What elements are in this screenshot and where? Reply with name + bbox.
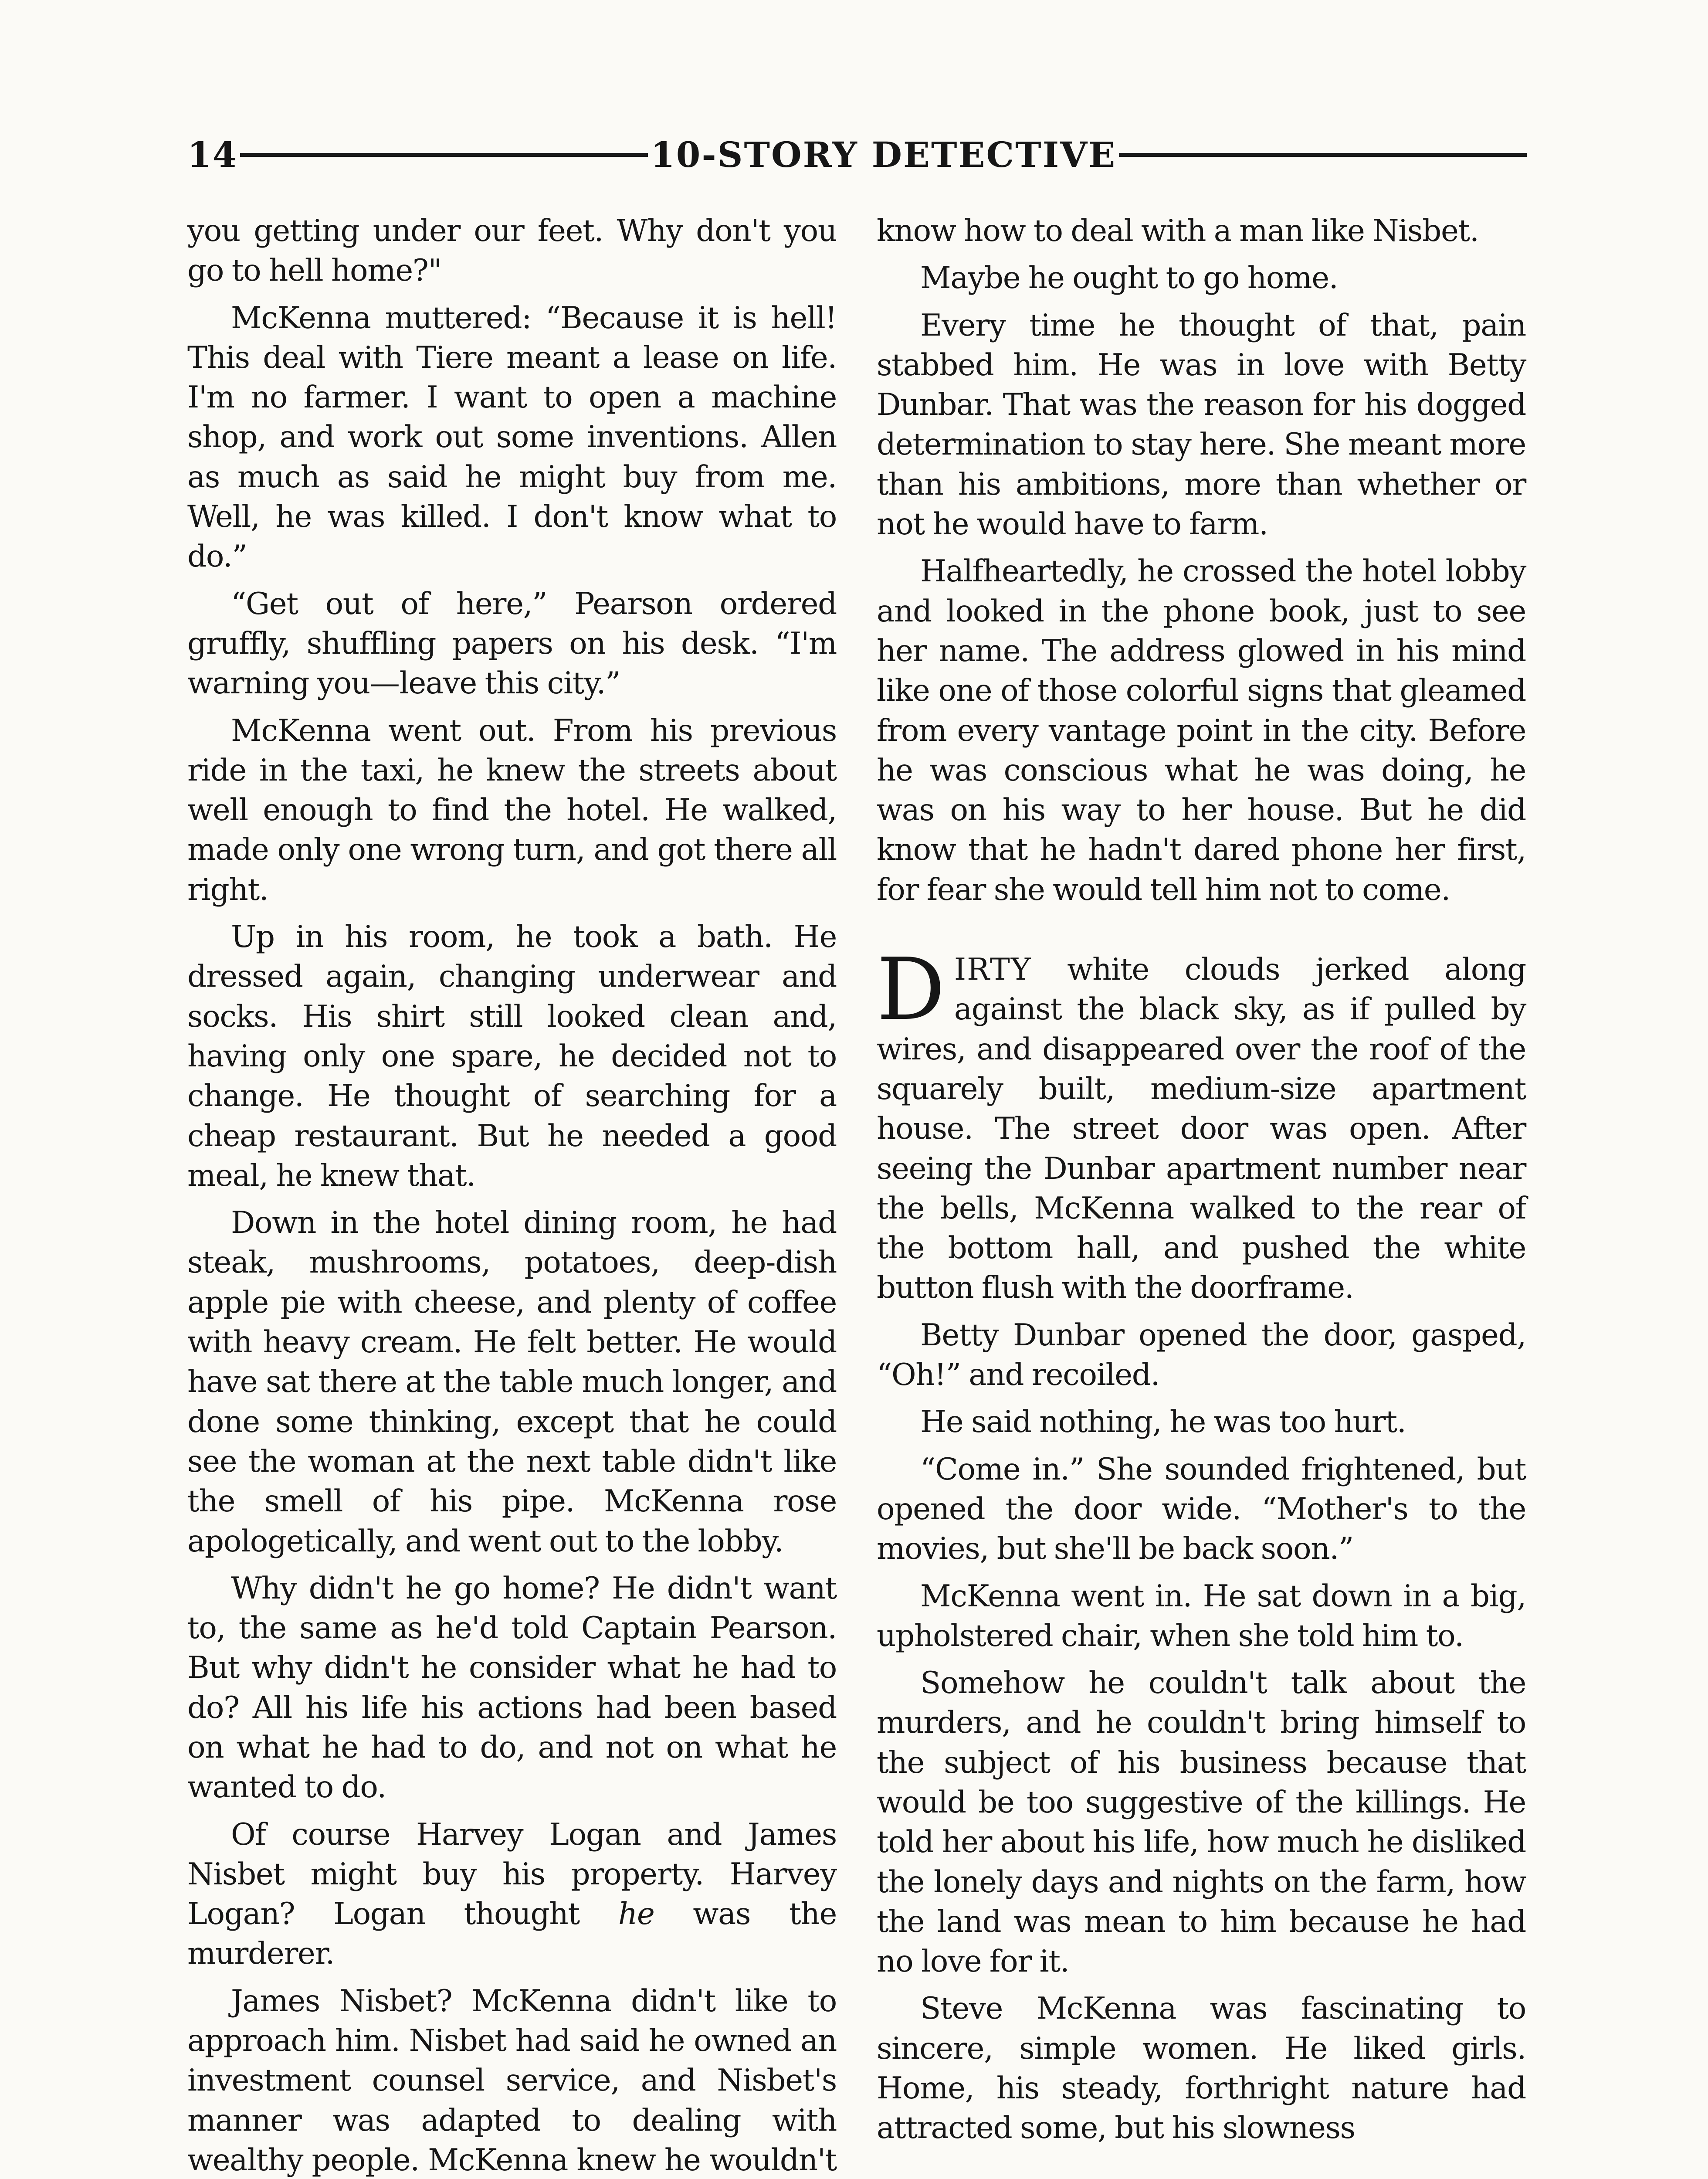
page-number: 14 bbox=[187, 134, 238, 175]
paragraph-text: Of course Harvey Logan and James Nisbet might buy his property. Harvey Logan? Logan thought bbox=[187, 1817, 837, 1932]
paragraph: McKenna muttered: “Because it is hell! This deal with Tiere meant a lease on life. I'm no farmer. I want to open a machine shop, and work out some inventions. Allen as much as said he might buy from me. Well, he was killed. I don't know what to do.” bbox=[187, 300, 837, 574]
paragraph-text: white clouds jerked along against the black sky, as if pulled by wires, and disappeared over the roof of the squarely built, medium-size apartment house. The street door was open. After seeing the Dunbar apartment number near the bells, McKenna walked to the rear of the bottom hall, and pushed the white button flush with the doorframe. bbox=[877, 952, 1526, 1306]
paragraph: you getting under our feet. Why don't you go to hell home?" bbox=[187, 214, 837, 288]
page-header bbox=[187, 129, 1529, 181]
paragraph: He said nothing, he was too hurt. bbox=[920, 1405, 1406, 1440]
section-opening-paragraph bbox=[877, 940, 1526, 1308]
paragraph: McKenna went out. From his previous ride in the taxi, he knew the streets about well enough to find the hotel. He walked, made only one wrong turn, and got there all right. bbox=[187, 713, 837, 907]
drop-cap: D bbox=[877, 940, 945, 1040]
left-column bbox=[187, 211, 837, 2179]
paragraph: Somehow he couldn't talk about the murders, and he couldn't bring himself to the subject of his business because that would be too suggestive of the killings. He told her about his life, how much he disliked the lonely days and nights on the farm, how the land was mean to him because he had no love for it. bbox=[877, 1666, 1526, 1979]
paragraph: Halfheartedly, he crossed the hotel lobby and looked in the phone book, just to see her name. The address glowed in his mind like one of those colorful signs that gleamed from every vantage point in the city. Before he was conscious what he was doing, he was on his way to her house. But he did know that he hadn't dared phone her first, for fear she would tell him not to come. bbox=[877, 554, 1526, 907]
paragraph: Why didn't he go home? He didn't want to, the same as he'd told Captain Pearson. But why didn't he consider what he had to do? All his life his actions had been based on what he had to do, and not on what he wanted to do. bbox=[187, 1571, 837, 1805]
header-rule-right bbox=[1119, 153, 1527, 157]
paragraph: Steve McKenna was fascinating to sincere, simple women. He liked girls. Home, his steady, forthright nature had attracted some, but his slowness bbox=[877, 1991, 1526, 2146]
paragraph: James Nisbet? McKenna didn't like to approach him. Nisbet had said he owned an investment counsel service, and Nisbet's manner was adapted to dealing with wealthy people. McKenna knew he wouldn't bbox=[187, 1983, 837, 2178]
emphasis-text: he bbox=[618, 1897, 654, 1932]
paragraph: Down in the hotel dining room, he had steak, mushrooms, potatoes, deep-dish apple pie with cheese, and plenty of coffee with heavy cream. He felt better. He would have sat there at the table much longer, and done some thinking, except that he could see the woman at the next table didn't like the smell of his pipe. McKenna rose apologetically, and went out to the lobby. bbox=[187, 1205, 837, 1559]
right-column bbox=[877, 211, 1526, 2156]
paragraph: McKenna went in. He sat down in a big, upholstered chair, when she told him to. bbox=[877, 1578, 1526, 1653]
paragraph: Maybe he ought to go home. bbox=[920, 261, 1338, 296]
paragraph: know how to deal with a man like Nisbet. bbox=[877, 214, 1479, 248]
header-rule-left bbox=[240, 153, 648, 157]
lead-word: IRTY bbox=[954, 952, 1032, 988]
paragraph bbox=[187, 1815, 837, 1974]
paragraph: Every time he thought of that, pain stabbed him. He was in love with Betty Dunbar. That was the reason for his dogged determination to stay here. She meant more than his ambitions, more than whether or not he would have to farm. bbox=[877, 308, 1526, 542]
paragraph: “Get out of here,” Pearson ordered gruffly, shuffling papers on his desk. “I'm warning you—leave this city.” bbox=[187, 586, 837, 701]
magazine-title: 10-STORY DETECTIVE bbox=[651, 134, 1117, 175]
paragraph-text: was the murderer. bbox=[187, 1897, 837, 1972]
paragraph: Betty Dunbar opened the door, gasped, “Oh!” and recoiled. bbox=[877, 1317, 1526, 1393]
paragraph: “Come in.” She sounded frightened, but opened the door wide. “Mother's to the movies, but she'll be back soon.” bbox=[877, 1452, 1526, 1567]
paragraph: Up in his room, he took a bath. He dressed again, changing underwear and socks. His shirt still looked clean and, having only one spare, he decided not to change. He thought of searching for a cheap restaurant. But he needed a good meal, he knew that. bbox=[187, 920, 837, 1193]
